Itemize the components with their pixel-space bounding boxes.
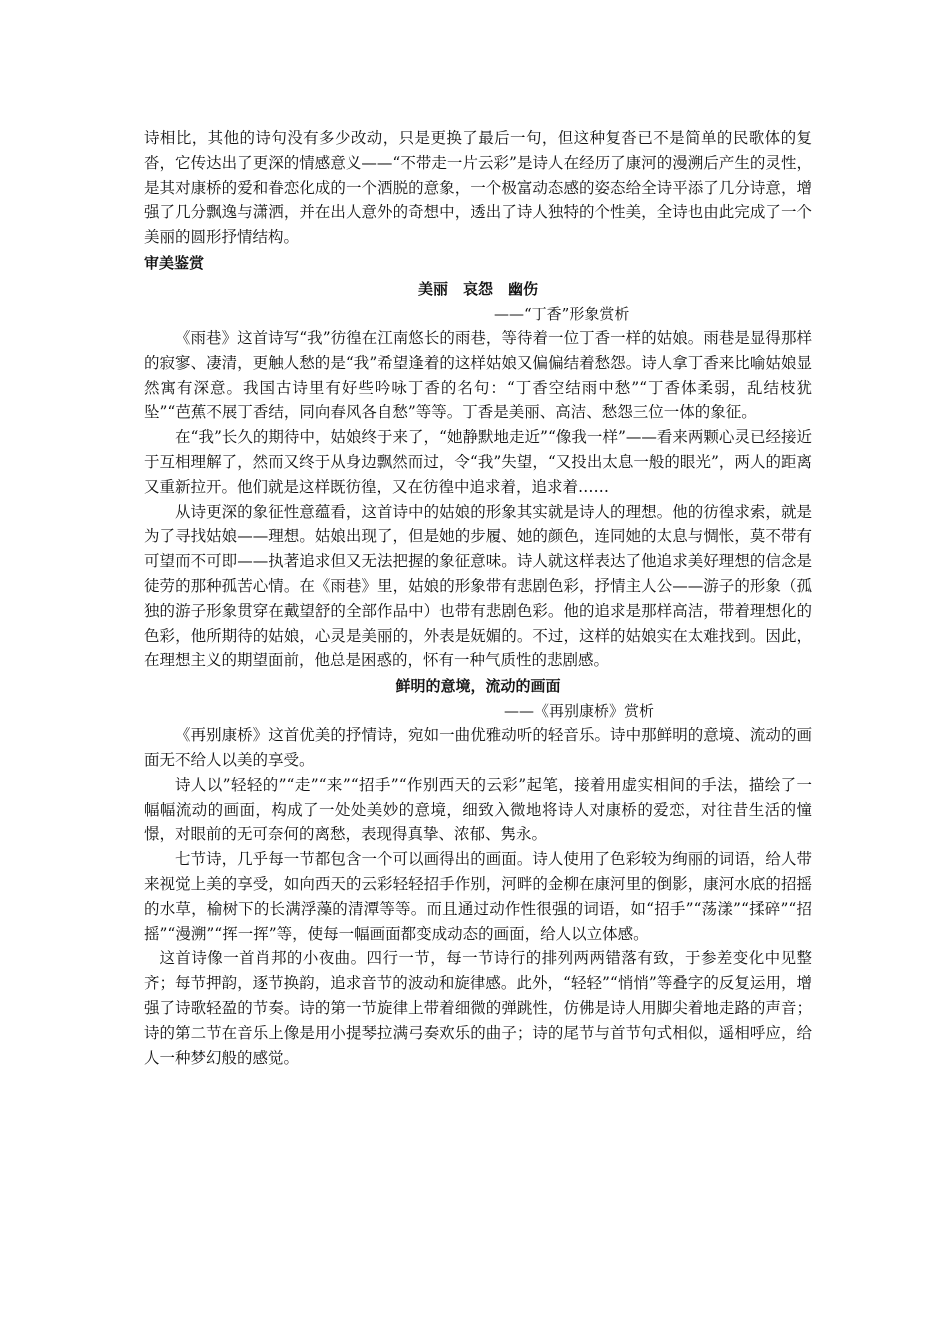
article-subtitle: ——“丁香”形象赏析 (494, 304, 630, 323)
section-heading: 审美鉴赏 (144, 253, 205, 272)
article-subtitle: ——《再别康桥》赏析 (504, 702, 655, 721)
paragraph: 《再别康桥》这首优美的抒情诗，宛如一曲优雅动听的轻音乐。诗中那鲜明的意境、流动的画面无不给人以美的享受。 (144, 726, 812, 769)
paragraph: 在“我”长久的期待中，姑娘终于来了，“她静默地走近”“像我一样”——看来两颗心灵已经接近于互相理解了，然而又终于从身边飘然而过，令“我”失望，“又投出太息一般的眼光”，两人的距离又重新拉开。他们就是这样既彷徨，又在彷徨中追求着，追求着…… (144, 428, 812, 496)
article-dingxiang (144, 276, 812, 673)
paragraph: 从诗更深的象征性意蕴看，这首诗中的姑娘的形象其实就是诗人的理想。他的彷徨求索，就是为了寻找姑娘——理想。姑娘出现了，但是她的步履、她的颜色，连同她的太息与惆怅，莫不带有可望而不可即——执著追求但又无法把握的象征意味。诗人就这样表达了他追求美好理想的信念是徒劳的那种孤苦心情。在《雨巷》里，姑娘的形象带有悲剧色彩，抒情主人公——游子的形象（孤独的游子形象贯穿在戴望舒的全部作品中）也带有悲剧色彩。他的追求是那样高洁，带着理想化的色彩，他所期待的姑娘，心灵是美丽的，外表是妩媚的。不过，这样的姑娘实在太难找到。因此，在理想主义的期望面前，他总是困惑的，怀有一种气质性的悲剧感。 (144, 502, 812, 670)
article-kangqiao (144, 673, 812, 1070)
article-title: 鲜明的意境，流动的画面 (395, 677, 561, 696)
paragraph: 这首诗像一首肖邦的小夜曲。四行一节，每一节诗行的排列两两错落有致，于参差变化中见整齐；每节押韵，逐节换韵，追求音节的波动和旋律感。此外，“轻轻”“悄悄”等叠字的反复运用，增强了诗歌轻盈的节奏。诗的第一节旋律上带着细微的弹跳性，仿佛是诗人用脚尖着地走路的声音；诗的第二节在音乐上像是用小提琴拉满弓奏欢乐的曲子；诗的尾节与首节句式相似，遥相呼应，给人一种梦幻般的感觉。 (144, 949, 812, 1067)
document-page (144, 126, 812, 1070)
paragraph: 七节诗，几乎每一节都包含一个可以画得出的画面。诗人使用了色彩较为绚丽的词语，给人带来视觉上美的享受，如向西天的云彩轻轻招手作别，河畔的金柳在康河里的倒影，康河水底的招摇的水草，榆树下的长满浮藻的清潭等等。而且通过动作性很强的词语，如“招手”“荡漾”“揉碎”“招摇”“漫溯”“挥一挥”等，使每一幅画面都变成动态的画面，给人以立体感。 (144, 850, 812, 943)
paragraph: 诗人以”轻轻的”“走”“来”“招手”“作别西天的云彩”起笔，接着用虚实相间的手法，描绘了一幅幅流动的画面，构成了一处处美妙的意境，细致入微地将诗人对康桥的爱恋，对往昔生活的憧憬，对眼前的无可奈何的离愁，表现得真挚、浓郁、隽永。 (144, 775, 812, 844)
intro-paragraph: 诗相比，其他的诗句没有多少改动，只是更换了最后一句，但这种复沓已不是简单的民歌体的复沓，它传达出了更深的情感意义——“不带走一片云彩”是诗人在经历了康河的漫溯后产生的灵性，是其对康桥的爱和眷恋化成的一个洒脱的意象，一个极富动态感的姿态给全诗平添了几分诗意，增强了几分飘逸与潇洒，并在出人意外的奇想中，透出了诗人独特的个性美，全诗也由此完成了一个美丽的圆形抒情结构。 (144, 129, 812, 247)
paragraph: 《雨巷》这首诗写“我”彷徨在江南悠长的雨巷，等待着一位丁香一样的姑娘。雨巷是显得那样的寂寥、凄清，更触人愁的是“我”希望逢着的这样姑娘又偏偏结着愁怨。诗人拿丁香来比喻姑娘显然寓有深意。我国古诗里有好些吟咏丁香的名句：“丁香空结雨中愁”“丁香体柔弱，乱结枝犹坠”“芭蕉不展丁香结，同向春风各自愁”等等。丁香是美丽、高洁、愁怨三位一体的象征。 (144, 328, 812, 422)
article-title: 美丽 哀怨 幽伤 (417, 279, 538, 298)
